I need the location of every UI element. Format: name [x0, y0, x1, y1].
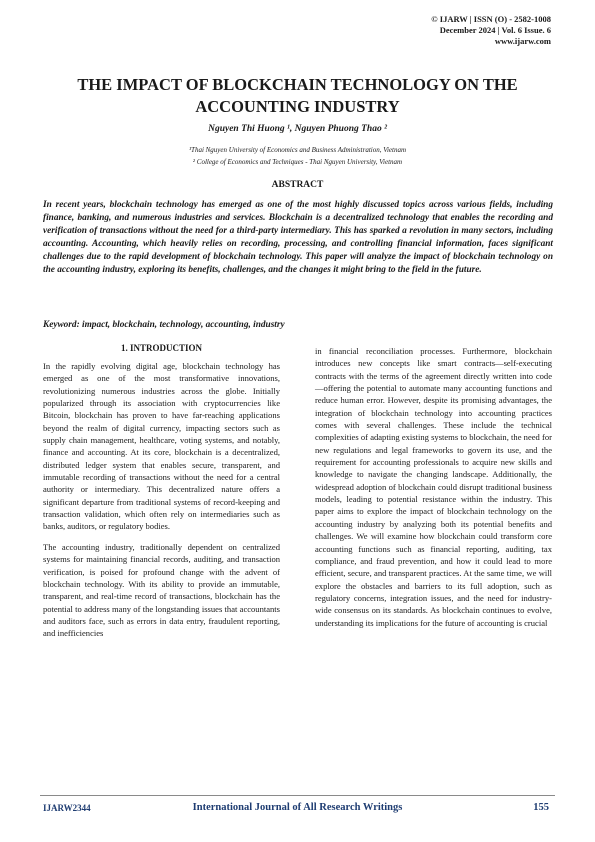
paper-title	[40, 74, 555, 118]
body-paragraph: The accounting industry, traditionally dependent on centralized systems for maintaining financial records, auditing, and transaction verification, is poised for profound change with the advent of blockchain technology. With its ability to provide an immutable, transparent, and real-time record of transactions, blockchain has the potential to address many of the longstanding issues that accountants and auditors face, such as errors in data entry, fraudulent reporting, and inefficiencies	[43, 541, 280, 639]
journal-header	[431, 14, 551, 47]
journal-issue: December 2024 | Vol. 6 Issue. 6	[439, 25, 551, 35]
keywords: Keyword: impact, blockchain, technology, accounting, industry	[43, 320, 285, 330]
title-line-2: ACCOUNTING INDUSTRY	[195, 97, 400, 116]
affiliation-1: ¹Thai Nguyen University of Economics and Business Administration, Vietnam	[188, 146, 407, 154]
right-column	[315, 345, 552, 637]
left-column	[43, 342, 280, 648]
footer-paper-id: IJARW2344	[43, 803, 91, 813]
page-number: 155	[533, 802, 549, 813]
body-paragraph: In the rapidly evolving digital age, blockchain technology has emerged as one of the most transformative innovations, revolutionizing numerous industries across the globe. Initially popularized through its association with cryptocurrencies like Bitcoin, blockchain has proven to have far-reaching applications beyond the realm of digital currency, impacting sectors such as supply chain management, healthcare, voting systems, and notably, finance and accounting. At its core, blockchain is a decentralized, distributed ledger system that enables secure, transparent, and immutable recording of transactions without the need for a central authority or intermediary. This decentralized nature offers a significant departure from traditional systems of record-keeping and transaction validation, which often rely on intermediaries such as banks, auditors, or regulatory bodies.	[43, 361, 280, 532]
journal-issn: © IJARW | ISSN (O) - 2582-1008	[431, 14, 551, 24]
abstract-heading: ABSTRACT	[271, 180, 324, 190]
title-line-1: THE IMPACT OF BLOCKCHAIN TECHNOLOGY ON THE	[77, 75, 518, 94]
body-paragraph: in financial reconciliation processes. Furthermore, blockchain introduces new concepts like smart contracts—self-executing contracts with the terms of the agreement directly written into code—offering the potential to automate many accounting functions and reduce human error. However, despite its promising advantages, the integration of blockchain technology into accounting practices comes with several challenges. These include the technical complexities of adapting existing systems to blockchain, the need for new regulations and legal frameworks to govern its use, and the requirement for accounting professionals to acquire new skills and knowledge to navigate the changing landscape. Additionally, the widespread adoption of blockchain could disrupt traditional business models, leading to potential resistance within the industry. This paper aims to explore the impact of blockchain technology on the accounting industry by analyzing both its potential benefits and challenges. We will examine how blockchain could transform core accounting functions such as financial reporting, auditing, tax compliance, and fraud prevention, and how it could lead to more efficient, secure, and transparent practices. At the same time, we will explore the obstacles and barriers to its full adoption, such as regulatory concerns, integration issues, and the need for industry-wide consensus on its standards. As blockchain continues to evolve, understanding its implications for the future of accounting is crucial	[315, 346, 552, 628]
section-heading-introduction: 1. INTRODUCTION	[120, 343, 202, 353]
journal-website: www.ijarw.com	[494, 36, 551, 46]
footer-divider	[40, 795, 555, 796]
affiliation-2: ² College of Economics and Techniques - Thai Nguyen University, Vietnam	[192, 158, 403, 166]
paper-authors: Nguyen Thi Huong ¹, Nguyen Phuong Thao ²	[208, 124, 387, 134]
footer-journal-name: International Journal of All Research Writings	[192, 802, 403, 813]
abstract-text: In recent years, blockchain technology has emerged as one of the most highly discussed topics across various fields, including finance, banking, and numerous industries and services. Blockchain is a decentralized technology that enables the recording and verification of transactions without the need for a third-party intermediary. This has sparked a revolution in many sectors, including accounting. Accounting, which heavily relies on recording, processing, and controlling financial information, faces significant challenges due to the rapid development of blockchain technology. This paper will analyze the impact of blockchain technology on the accounting industry, exploring its benefits, challenges, and the changes it might bring to the field in the future.	[43, 200, 553, 276]
